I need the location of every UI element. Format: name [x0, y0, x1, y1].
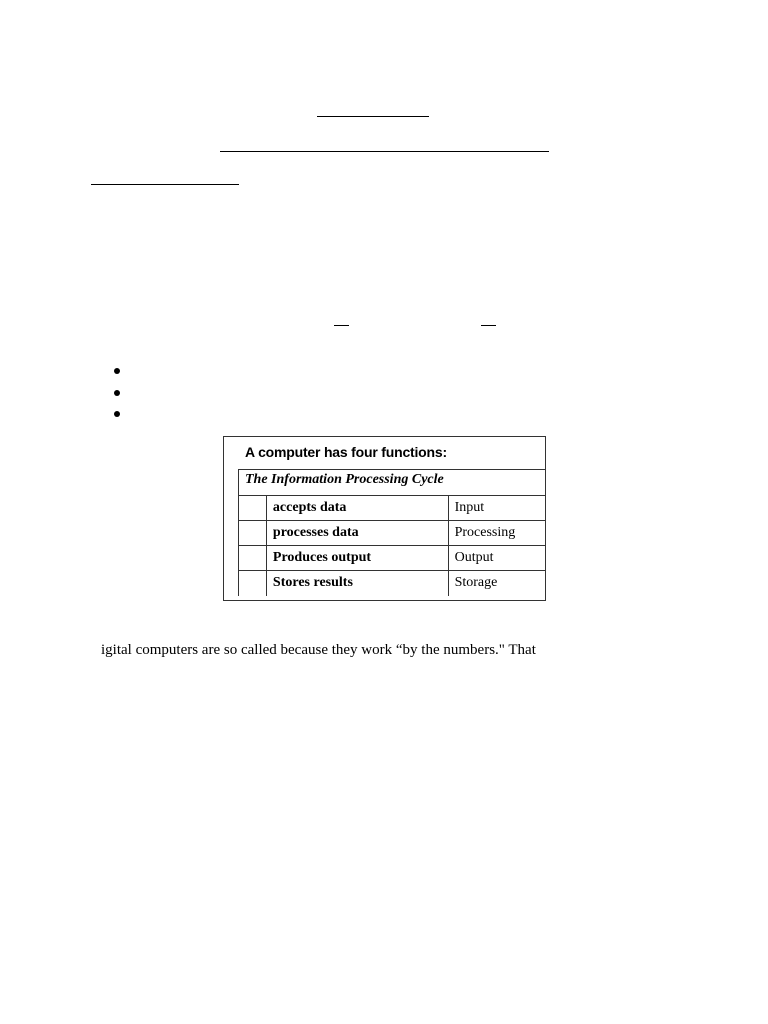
function-action: Stores results	[266, 571, 448, 596]
section-heading-underline	[91, 184, 239, 185]
bullet-point	[114, 368, 120, 374]
figure-subtitle: The Information Processing Cycle	[238, 469, 545, 495]
figure-title: A computer has four functions:	[245, 444, 447, 460]
body-paragraph: igital computers are so called because they work “by the numbers." That	[101, 642, 536, 658]
function-stage: Input	[448, 496, 545, 521]
inline-underline-2	[481, 325, 496, 326]
function-stage: Processing	[448, 521, 545, 546]
title-underline	[317, 116, 429, 117]
bullet-point	[114, 411, 120, 417]
inline-underline-1	[334, 325, 349, 326]
function-action: accepts data	[266, 496, 448, 521]
subtitle-underline	[220, 151, 549, 152]
table-row	[239, 546, 546, 571]
table-row	[239, 521, 546, 546]
table-cell-blank	[239, 496, 267, 521]
bullet-point	[114, 390, 120, 396]
function-action: Produces output	[266, 546, 448, 571]
processing-cycle-figure	[223, 436, 546, 601]
function-stage: Output	[448, 546, 545, 571]
function-action: processes data	[266, 521, 448, 546]
functions-table	[238, 495, 545, 596]
table-cell-blank	[239, 546, 267, 571]
table-row	[239, 496, 546, 521]
function-stage: Storage	[448, 571, 545, 596]
table-cell-blank	[239, 521, 267, 546]
table-row	[239, 571, 546, 596]
table-cell-blank	[239, 571, 267, 596]
